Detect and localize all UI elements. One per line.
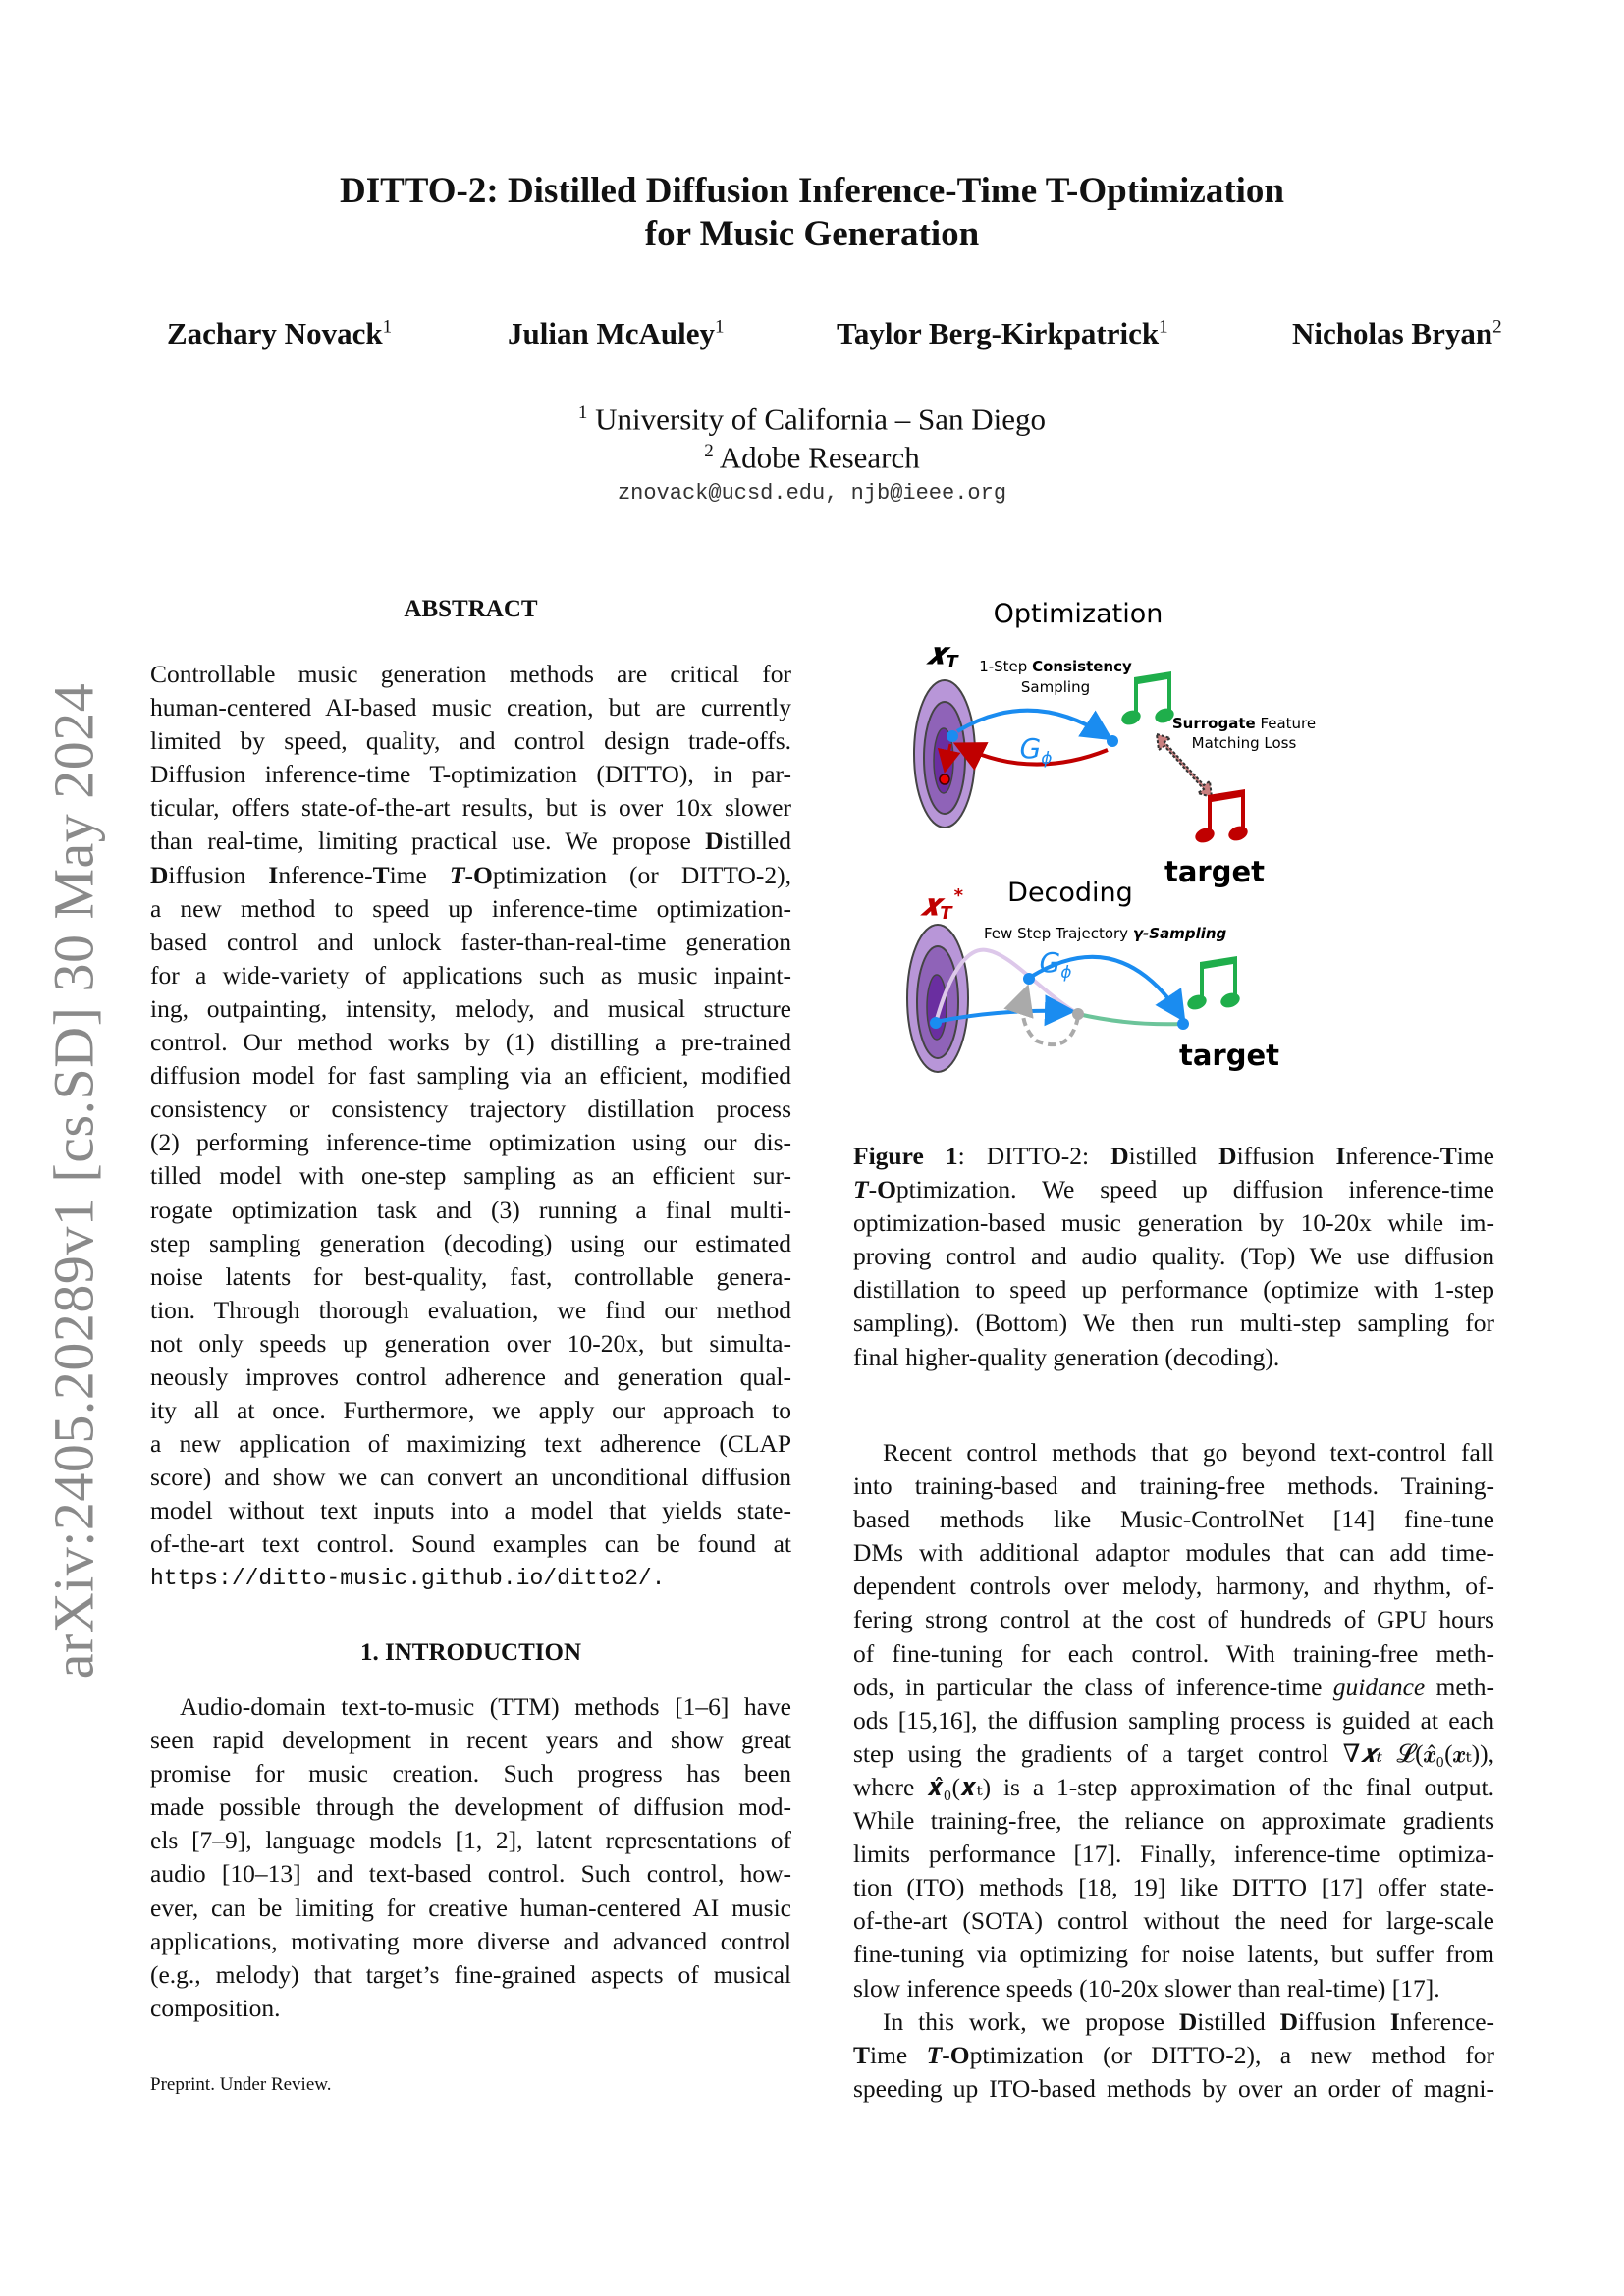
text-line: (e.g., melody) that target’s fine-grained aspects of musical xyxy=(150,1959,791,1989)
text-line: T-Optimization. We speed up diffusion inference-time xyxy=(853,1175,1494,1204)
text-line: audio [10–13] and text-based control. Such control, how- xyxy=(150,1859,791,1889)
introduction-body xyxy=(150,1690,791,2025)
matching-loss-label: Matching Loss xyxy=(1191,734,1297,752)
text-line: model without text inputs into a model that yields state- xyxy=(150,1496,791,1525)
text-line: fine-tuning via optimizing for noise latents, but suffer from xyxy=(853,1940,1494,1969)
abstract-heading: ABSTRACT xyxy=(404,596,538,622)
noise-distribution-top xyxy=(914,680,975,828)
arxiv-identifier: arXiv:2405.20289v1 [cs.SD] 30 May 2024 xyxy=(41,682,106,1680)
final-music-note-icon xyxy=(1185,956,1242,1012)
text-line: els [7–9], language models [1, 2], latent representations of xyxy=(150,1826,791,1855)
text-line: ity all at once. Furthermore, we apply our approach to xyxy=(150,1396,791,1425)
text-line: fering strong control at the cost of hundreds of GPU hours xyxy=(853,1605,1494,1634)
text-line: Diffusion Inference-Time T-Optimization (or DITTO-2), xyxy=(150,860,791,889)
target-label: target xyxy=(1164,855,1266,888)
target-label-bottom: target xyxy=(1178,1039,1280,1072)
sound-examples-link[interactable]: https://ditto-music.github.io/ditto2/. xyxy=(150,1565,666,1591)
text-line: based control and unlock faster-than-real-time generation xyxy=(150,927,791,956)
introduction-heading: 1. INTRODUCTION xyxy=(359,1639,582,1666)
author: Zachary Novack$^1$ xyxy=(167,316,393,350)
target-music-note-icon xyxy=(1193,789,1250,845)
text-line: neously improves control adherence and generation qual- xyxy=(150,1362,791,1391)
text-line: of-the-art (SOTA) control without the need for large-scale xyxy=(853,1906,1494,1936)
text-line: made possible through the development of diffusion mod- xyxy=(150,1792,791,1822)
author: Julian McAuley$^1$ xyxy=(508,316,725,350)
text-line: tion (ITO) methods [18, 19] like DITTO [17] offer state- xyxy=(853,1873,1494,1902)
text-line: for a wide-variety of applications such as music inpaint- xyxy=(150,960,791,989)
updated-latent-point xyxy=(940,774,949,784)
text-line: composition. xyxy=(150,1993,281,2022)
text-line: ods [15,16], the diffusion sampling process is guided at each xyxy=(853,1705,1494,1735)
text-line: promise for music creation. Such progress has been xyxy=(150,1759,791,1789)
generator-label: $G_\phi$ xyxy=(1019,732,1053,769)
text-line: Recent control methods that go beyond text-control fall xyxy=(883,1438,1494,1467)
footer-note: Preprint. Under Review. xyxy=(150,2074,332,2095)
generated-music-note-icon xyxy=(1119,671,1176,727)
text-line: step sampling generation (decoding) using our estimated xyxy=(150,1228,791,1257)
text-line: a new application of maximizing text adherence (CLAP xyxy=(150,1429,791,1459)
text-line: sampling). (Bottom) We then run multi-step sampling for xyxy=(853,1308,1494,1338)
text-line: ods, in particular the class of inference-time guidance meth- xyxy=(853,1672,1494,1701)
text-line: of fine-tuning for each control. With training-free meth- xyxy=(853,1638,1494,1668)
text-line: diffusion model for fast sampling via an efficient, modified xyxy=(150,1061,791,1091)
figure-1-diagram xyxy=(0,0,1624,1139)
text-line: of-the-art text control. Sound examples can be found at xyxy=(150,1529,791,1559)
consistency-label: 1-Step Consistency xyxy=(979,658,1132,675)
text-line: While training-free, the reliance on approximate gradients xyxy=(853,1806,1494,1836)
text-line: a new method to speed up inference-time optimization- xyxy=(150,893,791,923)
author: Nicholas Bryan$^2$ xyxy=(1292,316,1502,350)
text-line: Time T-Optimization (or DITTO-2), a new method for xyxy=(853,2041,1494,2070)
x-t-label: 𝒙T xyxy=(927,637,958,672)
text-line: applications, motivating more diverse and advanced control xyxy=(150,1926,791,1955)
text-line: final higher-quality generation (decoding). xyxy=(853,1342,1280,1371)
contribution-paragraph xyxy=(853,2005,1494,2106)
text-line: limits performance [17]. Finally, inference-time optimiza- xyxy=(853,1840,1494,1869)
text-line: based methods like Music-ControlNet [14] fine-tune xyxy=(853,1505,1494,1534)
figure-1-caption xyxy=(853,1140,1494,1374)
trajectory-label: Few Step Trajectory γ-Sampling xyxy=(984,925,1227,942)
text-line: tilled model with one-step sampling as an efficient sur- xyxy=(150,1161,791,1191)
text-line: limited by speed, quality, and control design trade-offs. xyxy=(150,726,791,756)
text-line: speeding up ITO-based methods by over an order of magni- xyxy=(853,2074,1494,2104)
text-line: dependent controls over melody, harmony, and rhythm, of- xyxy=(853,1572,1494,1601)
text-line: not only speeds up generation over 10-20x, but simulta- xyxy=(150,1328,791,1358)
text-line: ticular, offers state-of-the-art results, but is over 10x slower xyxy=(150,793,791,823)
text-line: slow inference speeds (10-20x slower than real-time) [17]. xyxy=(853,1973,1440,2002)
author-emails: znovack@ucsd.edu, njb@ieee.org xyxy=(617,481,1007,506)
text-line: consistency or consistency trajectory distillation process xyxy=(150,1095,791,1124)
text-line: rogate optimization task and (3) running a final multi- xyxy=(150,1195,791,1224)
optimization-title: Optimization xyxy=(993,599,1164,629)
latent-point xyxy=(947,730,958,742)
output-point xyxy=(1107,735,1118,747)
noise-distribution-bottom xyxy=(907,925,968,1072)
author: Taylor Berg-Kirkpatrick$^1$ xyxy=(837,316,1168,350)
generator-label-bottom: $G_\phi$ xyxy=(1039,946,1072,983)
text-line: Audio-domain text-to-music (TTM) methods [1–6] have xyxy=(180,1692,791,1721)
text-line: control. Our method works by (1) distilling a pre-trained xyxy=(150,1028,791,1057)
text-line: (2) performing inference-time optimization using our dis- xyxy=(150,1128,791,1157)
text-line: than real-time, limiting practical use. We propose Distilled xyxy=(150,827,791,856)
text-line: noise latents for best-quality, fast, controllable genera- xyxy=(150,1261,791,1291)
text-line: optimization-based music generation by 10-20x while im- xyxy=(853,1208,1494,1238)
text-line: ever, can be limiting for creative human-centered AI music xyxy=(150,1893,791,1922)
text-line: ing, outpainting, intensity, melody, and musical structure xyxy=(150,993,791,1023)
text-line: Diffusion inference-time T-optimization (DITTO), in par- xyxy=(150,760,791,789)
title-line-1: DITTO-2: Distilled Diffusion Inference-Time T-Optimization xyxy=(339,171,1285,211)
text-line: into training-based and training-free methods. Training- xyxy=(853,1471,1494,1501)
sampling-label: Sampling xyxy=(1020,678,1091,696)
text-line: score) and show we can convert an unconditional diffusion xyxy=(150,1463,791,1492)
text-line: human-centered AI-based music creation, but are currently xyxy=(150,693,791,722)
text-line: DMs with additional adaptor modules that can add time- xyxy=(853,1538,1494,1568)
affiliation: $^1$ University of California – San Diego xyxy=(577,401,1047,437)
text-line: step using the gradients of a target control ∇𝒙ₜ 𝓛(𝒙̂₀(𝒙ₜ)), xyxy=(853,1738,1494,1768)
affiliation: $^2$ Adobe Research xyxy=(704,440,920,475)
text-line: In this work, we propose Distilled Diffusion Inference- xyxy=(883,2007,1494,2036)
decoding-title: Decoding xyxy=(1007,878,1133,908)
title-line-2: for Music Generation xyxy=(644,214,980,254)
text-line: tion. Through thorough evaluation, we find our method xyxy=(150,1295,791,1324)
text-line: Figure 1: DITTO-2: Distilled Diffusion Inference-Time xyxy=(853,1142,1494,1170)
text-line: where 𝒙̂₀(𝒙ₜ) is a 1-step approximation of the final output. xyxy=(853,1772,1494,1801)
surrogate-label: Surrogate Feature xyxy=(1171,715,1317,732)
text-line: Controllable music generation methods are critical for xyxy=(150,660,791,688)
text-line: proving control and audio quality. (Top) We use diffusion xyxy=(853,1242,1494,1271)
text-line: distillation to speed up performance (optimize with 1-step xyxy=(853,1275,1494,1305)
related-work-paragraph xyxy=(853,1436,1494,2005)
renoise-arrow xyxy=(1023,991,1078,1044)
text-line: seen rapid development in recent years and show great xyxy=(150,1726,791,1755)
x-t-star-label: 𝒙T* xyxy=(921,885,963,924)
